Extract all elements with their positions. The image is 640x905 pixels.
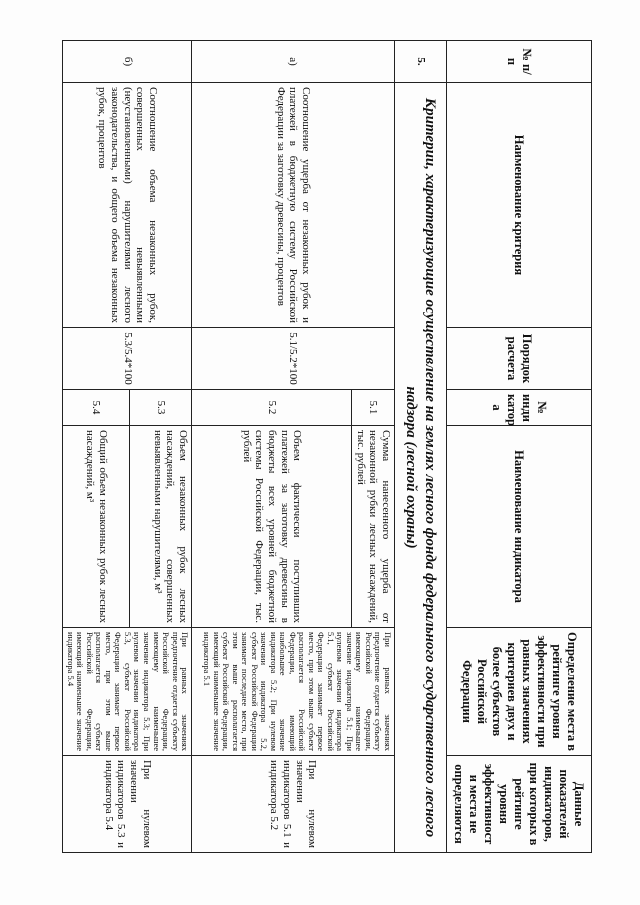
section-title: Критерии, характеризующие осуществление на землях лесного фонда федерального государственного лесного надзора (лесной охраны): [395, 83, 447, 853]
indicator-no: 5.3: [129, 390, 191, 426]
place-rule: При равных значениях предпочтение отдается субъекту Российской Федерации, имеющему наименьшее значение индикатора 5.3; При нулевом значении индикатора 5.3, субъект Российской Федерации занимает первое место, при этом выше располагается субъект Российской Федерации, имеющий наименьшее значение индикатора 5.4: [63, 628, 192, 756]
section-row: [395, 41, 447, 853]
criterion-name: Соотношение ущерба от незаконных рубок и платежей в бюджетную систему Российской Федерации за заготовку древесины, процентов: [192, 83, 395, 328]
row-num: а): [192, 41, 395, 83]
calc-formula: 5.3/5.4*100: [63, 328, 192, 390]
indicator-name: Сумма нанесенного ущерба от незаконной рубки лесных насаждений, тыс. рублей: [352, 426, 395, 628]
criteria-table: [62, 40, 592, 853]
header-row: [447, 41, 592, 853]
calc-formula: 5.1/5.2*100: [192, 328, 395, 390]
indicator-no: 5.4: [63, 390, 129, 426]
table-row: [352, 41, 395, 853]
indicator-name: Общий объем незаконных рубок лесных насаждений, м³: [63, 426, 129, 628]
header-indicator-name: Наименование индикатора: [447, 426, 592, 628]
section-num: 5.: [395, 41, 447, 83]
indicator-name: Объем фактически поступивших платежей за заготовку древесины в бюджеты всех уровней бюджетной системы Российской Федерации, тыс. рублей: [192, 426, 352, 628]
header-calc: Порядок расчета: [447, 328, 592, 390]
indicator-no: 5.2: [192, 390, 352, 426]
row-num: б): [63, 41, 192, 83]
header-num: № п/п: [447, 41, 592, 83]
indicator-name: Объем незаконных рубок лесных насаждений, совершенных невыявленными нарушителями, м³: [129, 426, 191, 628]
header-place: Определение места в рейтинге уровня эффективности при равных значениях критериев двух и более субъектов Российской Федерации: [447, 628, 592, 756]
header-indicator-no: № инди катор а: [447, 390, 592, 426]
missing-rule: При нулевом значении индикаторов 5.1 и индикатора 5.2: [192, 756, 395, 853]
missing-rule: При нулевом значении индикаторов 5.3 и индикатора 5.4: [63, 756, 192, 853]
place-rule: При равных значениях предпочтение отдается субъекту Российской Федерации, имеющему наименьшее значение индикатора 5.1; При нулевом значении индикатора 5.1, субъект Российской Федерации занимает первое место, при этом выше субъект располагается Российской Федерации, имеющий наибольшее значение индикатора 5.2; При нулевом значении индикатора 5.2, субъект Российской Федерации занимает последнее место, при этом выше располагается субъект Российской Федерации, имеющий наименьшее значение индикатора 5.1: [192, 628, 395, 756]
criterion-name: Соотношение объема незаконных рубок, совершенных невыявленными (неустановленными) нарушителями лесного законодательства, и общего объема незаконных рубок, процентов: [63, 83, 192, 328]
indicator-no: 5.1: [352, 390, 395, 426]
header-criterion: Наименование критерия: [447, 83, 592, 328]
table-row: [129, 41, 191, 853]
header-missing: Данные показателей индикаторов, при которых в рейтинге уровня эффективност и места не определяются: [447, 756, 592, 853]
